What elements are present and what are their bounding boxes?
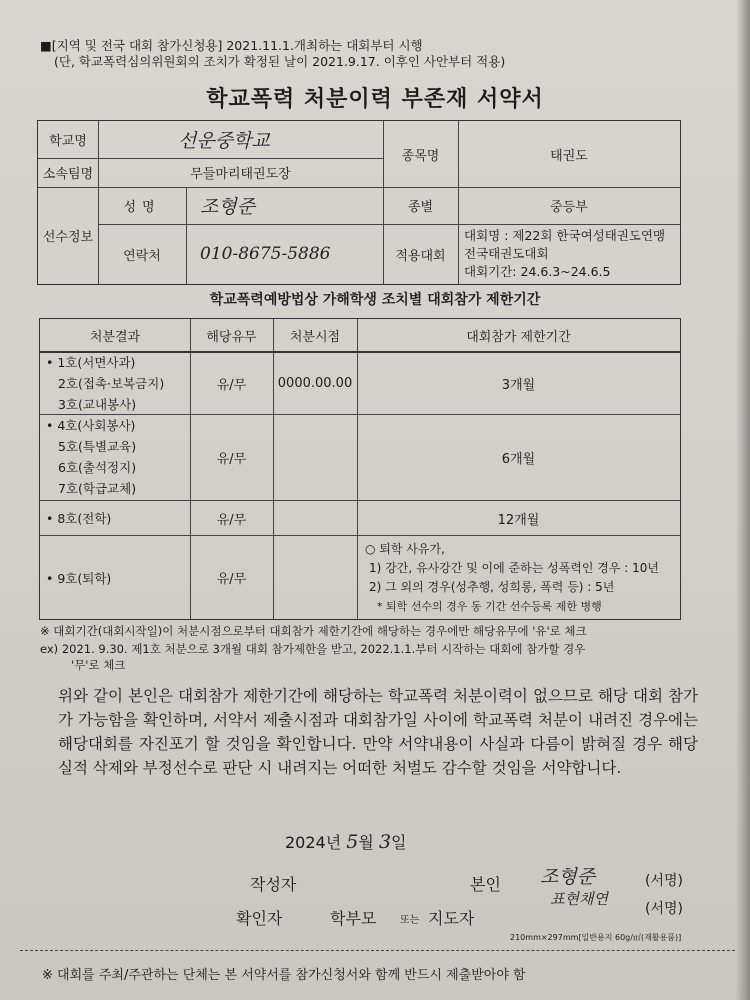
player-info-label: 선수정보 bbox=[42, 230, 94, 245]
footnote-3: '무'로 체크 bbox=[71, 658, 126, 672]
confirmer-seal: (서명) bbox=[645, 901, 683, 917]
coach-label: 지도자 bbox=[428, 909, 475, 928]
restriction-table bbox=[39, 318, 681, 620]
category-value: 중등부 bbox=[550, 200, 588, 215]
self-signature: 조형준 bbox=[540, 866, 596, 888]
sport-value: 태권도 bbox=[550, 148, 588, 164]
footer-note: ※ 대회를 주최/주관하는 단체는 본 서약서를 참가신청서와 함께 반드시 제출받아야 함 bbox=[42, 968, 526, 983]
row1-item: 3호(교내봉사) bbox=[58, 397, 137, 412]
day-unit: 일 bbox=[391, 833, 407, 852]
row1-period: 3개월 bbox=[501, 377, 536, 393]
team-value: 무들마리태권도장 bbox=[190, 167, 291, 182]
footnote-2: ex) 2021. 9.30. 제1호 처분으로 3개월 대회 참가제한을 받고, 2022.1.1.부터 시작하는 대회에 참가할 경우 bbox=[40, 642, 586, 656]
name-value: 조형준 bbox=[200, 196, 256, 218]
row2-applicable: 유/무 bbox=[216, 452, 247, 467]
row4-result: • 9호(퇴학) bbox=[46, 570, 112, 586]
row4-applicable: 유/무 bbox=[216, 572, 247, 587]
day: 3 bbox=[378, 831, 392, 853]
confirmer-signature: 표현채연 bbox=[550, 890, 608, 908]
header-line-1: ■[지역 및 전국 대회 참가신청용] 2021.11.1.개최하는 대회부터 시행 bbox=[40, 38, 423, 53]
self-label: 본인 bbox=[470, 875, 501, 894]
info-table bbox=[37, 120, 681, 285]
col-result-header: 처분결과 bbox=[89, 329, 141, 345]
paper-spec: 210mm×297mm[일반용지 60g/㎡(재활용품)] bbox=[510, 933, 682, 942]
row1-item: • 1호(서면사과) bbox=[46, 355, 136, 370]
row2-result-list bbox=[46, 415, 136, 499]
month: 5 bbox=[346, 831, 359, 853]
name-label: 성명 bbox=[123, 200, 161, 215]
event-name-line: 대회명 : 제22회 한국여성태권도연맹 전국태권도대회 bbox=[464, 228, 666, 261]
school-name-value: 선운중학교 bbox=[178, 130, 270, 152]
col-period-header: 대회참가 제한기간 bbox=[466, 329, 571, 345]
restriction-subtitle: 학교폭력예방법상 가해학생 조치별 대회참가 제한기간 bbox=[209, 292, 541, 308]
month-unit: 월 bbox=[358, 833, 374, 852]
contact-label: 연락처 bbox=[123, 248, 161, 264]
self-seal: (서명) bbox=[645, 873, 683, 889]
year: 2024 bbox=[285, 833, 326, 852]
row1-result-list bbox=[46, 352, 164, 415]
header-line-2: (단, 학교폭력심의위원회의 조치가 확정된 날이 2021.9.17. 이후인 사안부터 적용) bbox=[54, 54, 506, 69]
row2-item: 7호(학급교체) bbox=[58, 481, 137, 496]
row2-item: 5호(특별교육) bbox=[58, 439, 137, 454]
event-label: 적용대회 bbox=[395, 248, 446, 264]
expulsion-note: * 퇴학 선수의 경우 동 기간 선수등록 제한 병행 bbox=[377, 600, 602, 613]
expulsion-case-1: 1) 강간, 유사강간 및 이에 준하는 성폭력인 경우 : 10년 bbox=[369, 561, 660, 575]
author-label: 작성자 bbox=[250, 875, 297, 894]
col-applicable-header: 해당유무 bbox=[206, 329, 257, 345]
col-date-header: 처분시점 bbox=[289, 329, 341, 345]
row1-date: 0000.00.00 bbox=[277, 375, 353, 391]
school-name-label: 학교명 bbox=[49, 134, 87, 149]
row3-result: • 8호(전학) bbox=[46, 511, 112, 526]
row2-item: • 4호(사회봉사) bbox=[46, 418, 136, 433]
document-title: 학교폭력 처분이력 부존재 서약서 bbox=[206, 87, 544, 112]
confirmer-label: 확인자 bbox=[236, 909, 283, 928]
sport-label: 종목명 bbox=[401, 148, 440, 164]
category-label: 종별 bbox=[407, 200, 434, 215]
pledge-text: 위와 같이 본인은 대회참가 제한기간에 해당하는 학교폭력 처분이력이 없으므로 해당 대회 참가가 가능함을 확인하며, 서약서 제출시점과 대회참가일 사이에 학교폭력 처분이 내려진 경우에는 해당대회를 자진포기 할 것임을 확인합니다. 만약 서약내용이 사실과 다름이 밝혀질 경우 해당실적 삭제와 부정선수로 판단 시 내려지는 어떠한 처벌도 감수할 것임을 서약합니다. bbox=[58, 687, 698, 777]
form-header bbox=[40, 38, 505, 70]
year-unit: 년 bbox=[325, 833, 342, 852]
contact-value: 010-8675-5886 bbox=[200, 244, 331, 264]
row2-item: 6호(출석정지) bbox=[58, 460, 137, 475]
row3-applicable: 유/무 bbox=[216, 512, 247, 528]
row2-period: 6개월 bbox=[501, 452, 536, 467]
parent-label: 학부모 bbox=[330, 909, 377, 928]
expulsion-case-2: 2) 그 외의 경우(성추행, 성희롱, 폭력 등) : 5년 bbox=[369, 580, 615, 594]
row1-item: 2호(접촉·보복금지) bbox=[58, 376, 165, 391]
page-edge-shadow bbox=[736, 0, 750, 1000]
signing-date bbox=[285, 830, 407, 853]
team-label: 소속팀명 bbox=[42, 167, 94, 182]
footnote-1: ※ 대회기간(대회시작일)이 처분시점으로부터 대회참가 제한기간에 해당하는 경우에만 해당유무에 '유'로 체크 bbox=[40, 624, 587, 638]
event-period-line: 대회기간: 24.6.3~24.6.5 bbox=[464, 264, 611, 279]
expulsion-reason-title: ○ 퇴학 사유가, bbox=[365, 542, 445, 556]
or-label: 또는 bbox=[400, 915, 420, 926]
event-value bbox=[464, 227, 676, 281]
cut-line bbox=[20, 950, 735, 951]
row3-period: 12개월 bbox=[497, 512, 540, 528]
row4-period-detail bbox=[365, 540, 677, 616]
row1-applicable: 유/무 bbox=[216, 377, 247, 393]
